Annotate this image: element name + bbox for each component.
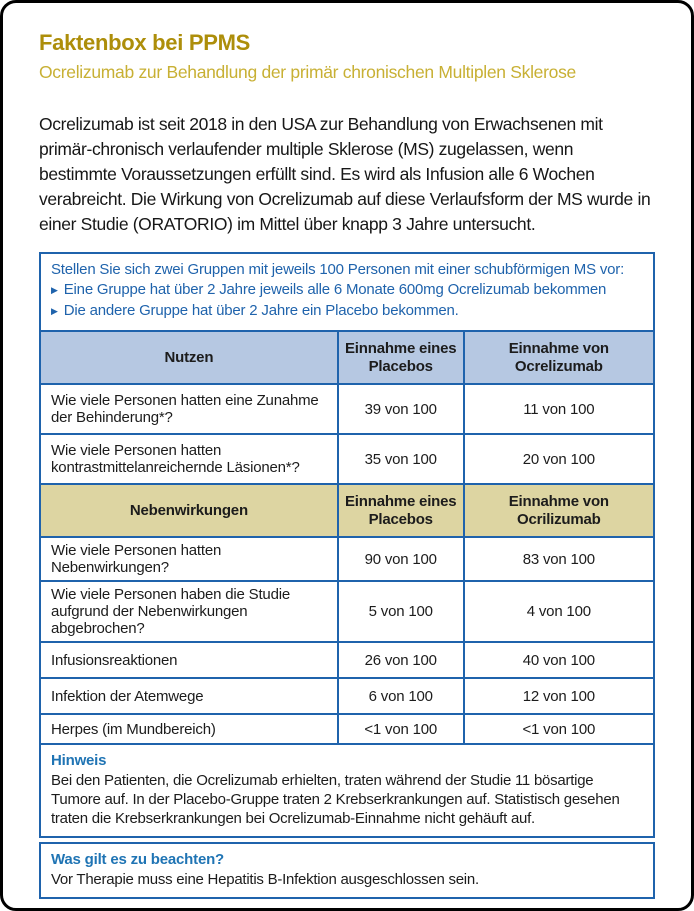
row-question: Wie viele Personen hatten kontrastmittelanreichernde Läsionen*? bbox=[40, 434, 338, 484]
benefits-header-label: Nutzen bbox=[40, 331, 338, 384]
caution-box bbox=[39, 842, 655, 899]
benefits-header-row bbox=[40, 331, 654, 384]
side-effects-header-row bbox=[40, 484, 654, 537]
table-row bbox=[40, 537, 654, 581]
side-effects-header-drug: Einnahme von Ocrilizumab bbox=[464, 484, 654, 537]
row-drug-value: 12 von 100 bbox=[464, 678, 654, 714]
arrow-bullet-icon: ▶ bbox=[51, 285, 58, 295]
row-placebo-value: 5 von 100 bbox=[338, 581, 464, 642]
row-drug-value: 11 von 100 bbox=[464, 384, 654, 434]
note-heading: Hinweis bbox=[51, 752, 107, 769]
caution-text: Vor Therapie muss eine Hepatitis B-Infektion ausgeschlossen sein. bbox=[51, 871, 479, 888]
arrow-bullet-icon: ▶ bbox=[51, 306, 58, 316]
row-placebo-value: 35 von 100 bbox=[338, 434, 464, 484]
scenario-bullet-text: Die andere Gruppe hat über 2 Jahre ein Placebo bekommen. bbox=[63, 302, 459, 319]
benefits-header-placebo: Einnahme eines Placebos bbox=[338, 331, 464, 384]
row-placebo-value: <1 von 100 bbox=[338, 714, 464, 744]
table-row bbox=[40, 384, 654, 434]
note-box bbox=[39, 743, 655, 838]
scenario-bullet-text: Eine Gruppe hat über 2 Jahre jeweils alle 6 Monate 600mg Ocrelizumab bekommen bbox=[63, 281, 607, 298]
scenario-bullet bbox=[51, 301, 643, 322]
row-drug-value: 20 von 100 bbox=[464, 434, 654, 484]
row-question: Infektion der Atemwege bbox=[40, 678, 338, 714]
scenario-lead: Stellen Sie sich zwei Gruppen mit jeweils 100 Personen mit einer schubförmigen MS vor: bbox=[51, 261, 625, 278]
row-drug-value: 4 von 100 bbox=[464, 581, 654, 642]
row-placebo-value: 26 von 100 bbox=[338, 642, 464, 678]
table-row bbox=[40, 714, 654, 744]
page-title: Faktenbox bei PPMS bbox=[39, 30, 250, 55]
row-question: Herpes (im Mundbereich) bbox=[40, 714, 338, 744]
table-row bbox=[40, 581, 654, 642]
row-question: Infusionsreaktionen bbox=[40, 642, 338, 678]
row-placebo-value: 90 von 100 bbox=[338, 537, 464, 581]
side-effects-header-label: Nebenwirkungen bbox=[40, 484, 338, 537]
row-drug-value: 83 von 100 bbox=[464, 537, 654, 581]
scenario-bullet bbox=[51, 280, 643, 301]
row-question: Wie viele Personen hatten eine Zunahme der Behinderung*? bbox=[40, 384, 338, 434]
benefits-header-drug: Einnahme von Ocrelizumab bbox=[464, 331, 654, 384]
facts-table bbox=[39, 330, 655, 745]
row-placebo-value: 6 von 100 bbox=[338, 678, 464, 714]
row-question: Wie viele Personen hatten Nebenwirkungen? bbox=[40, 537, 338, 581]
table-row bbox=[40, 434, 654, 484]
note-text: Bei den Patienten, die Ocrelizumab erhielten, traten während der Studie 11 bösartige Tumore auf. In der Placebo-Gruppe traten 2 Krebserkrankungen auf. Statistisch gesehen traten die Krebserkrankungen bei Ocrelizumab-Einnahme nicht gehäuft auf. bbox=[51, 772, 620, 827]
table-row bbox=[40, 678, 654, 714]
scenario-box bbox=[39, 252, 655, 332]
row-placebo-value: 39 von 100 bbox=[338, 384, 464, 434]
row-drug-value: <1 von 100 bbox=[464, 714, 654, 744]
page-subtitle: Ocrelizumab zur Behandlung der primär chronischen Multiplen Sklerose bbox=[39, 62, 576, 82]
intro-paragraph: Ocrelizumab ist seit 2018 in den USA zur Behandlung von Erwachsenen mit primär-chronisch verlaufender multiple Sklerose (MS) zugelassen, wenn bestimmte Voraussetzungen erfüllt sind. Es wird als Infusion alle 6 Wochen verabreicht. Die Wirkung von Ocrelizumab auf diese Verlaufsform der MS wurde in einer Studie (ORATORIO) im Mittel über knapp 3 Jahre untersucht. bbox=[39, 114, 651, 234]
caution-heading: Was gilt es zu beachten? bbox=[51, 851, 225, 868]
table-row bbox=[40, 642, 654, 678]
row-drug-value: 40 von 100 bbox=[464, 642, 654, 678]
row-question: Wie viele Personen haben die Studie aufgrund der Nebenwirkungen abgebrochen? bbox=[40, 581, 338, 642]
side-effects-header-placebo: Einnahme eines Placebos bbox=[338, 484, 464, 537]
